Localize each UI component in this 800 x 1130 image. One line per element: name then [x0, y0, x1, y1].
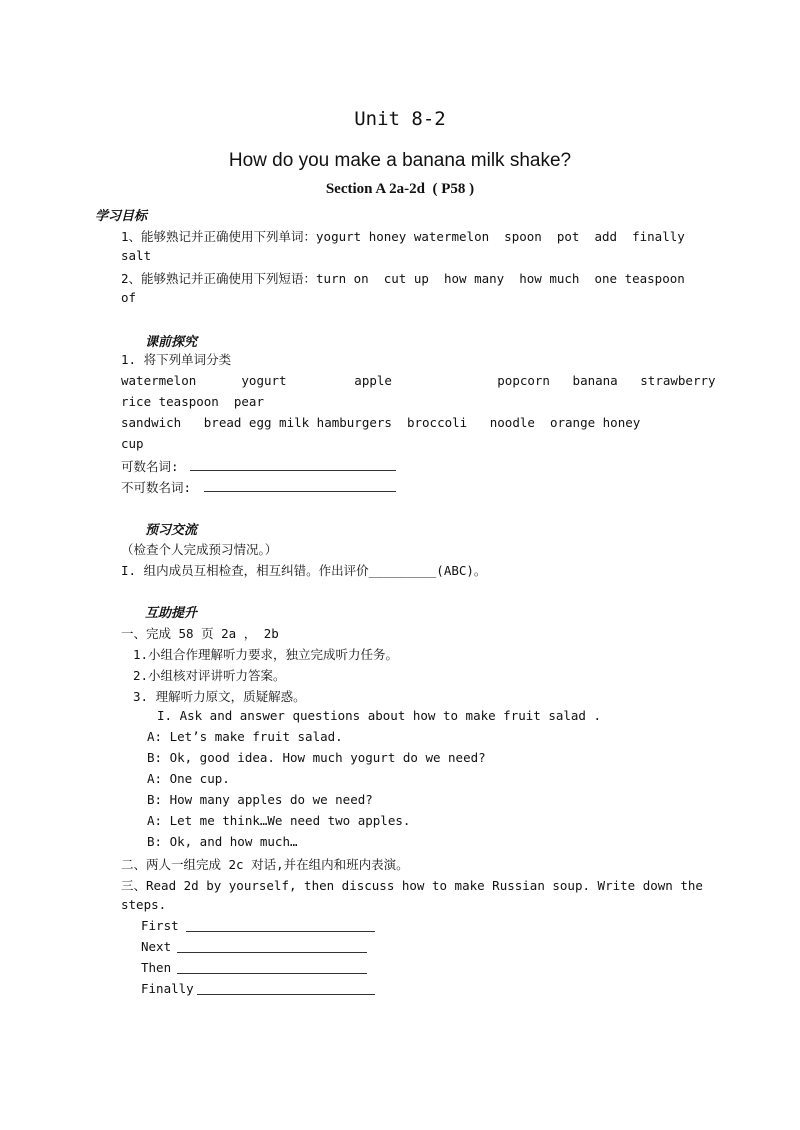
step-then-line[interactable] [177, 973, 367, 974]
preclass-heading: 课前探究 [145, 335, 198, 350]
preview-heading: 预习交流 [145, 523, 198, 538]
listening-heading: I. Ask and answer questions about how to make fruit salad . [157, 708, 602, 723]
dialogue-line: A: Let’s make fruit salad. [147, 729, 343, 744]
objective-2: 2、能够熟记并正确使用下列短语：turn on cut up how many how much one teaspoon [121, 271, 685, 286]
section-label: Section A 2a-2d ( P58 ) [325, 181, 475, 197]
dialogue-line: B: Ok, good idea. How much yogurt do we need? [147, 750, 486, 765]
page-title: Unit 8-2 [354, 108, 446, 130]
part-3-cont: steps. [121, 897, 167, 912]
uncountable-answer-line[interactable] [204, 491, 396, 492]
step-finally-line[interactable] [197, 994, 375, 995]
preclass-task: 1. 将下列单词分类 [121, 352, 232, 367]
dialogue-line: B: How many apples do we need? [147, 792, 373, 807]
objective-2-cont: of [121, 290, 137, 305]
objective-1: 1、能够熟记并正确使用下列单词：yogurt honey watermelon spoon pot add finally [121, 229, 685, 244]
step-finally-label: Finally [141, 981, 194, 996]
objectives-heading: 学习目标 [95, 209, 148, 224]
word-list-line-1: watermelon yogurt apple popcorn banana strawberry [121, 373, 716, 388]
step-first-label: First [141, 918, 179, 933]
word-list-line-2: rice teaspoon pear [121, 394, 264, 409]
uncountable-label: 不可数名词: [121, 480, 192, 495]
step-2: 2.小组核对评讲听力答案。 [133, 668, 286, 683]
word-list-line-4: cup [121, 436, 144, 451]
mutual-heading: 互助提升 [145, 606, 198, 621]
preview-item: I. 组内成员互相检查，相互纠错。作出评价_________(ABC)。 [121, 563, 487, 578]
part-3: 三、Read 2d by yourself, then discuss how to make Russian soup. Write down the [121, 878, 703, 893]
countable-label: 可数名词: [121, 459, 179, 474]
step-1: 1.小组合作理解听力要求，独立完成听力任务。 [133, 647, 399, 662]
dialogue-line: A: One cup. [147, 771, 230, 786]
step-next-label: Next [141, 939, 172, 954]
dialogue-line: A: Let me think…We need two apples. [147, 813, 411, 828]
part-1: 一、完成 58 页 2a ， 2b [121, 626, 279, 641]
dialogue-line: B: Ok, and how much… [147, 834, 298, 849]
page-subtitle: How do you make a banana milk shake? [228, 150, 572, 171]
step-3: 3. 理解听力原文，质疑解惑。 [133, 689, 306, 704]
step-then-label: Then [141, 960, 172, 975]
preview-note: （检查个人完成预习情况。） [121, 542, 278, 557]
step-next-line[interactable] [177, 952, 367, 953]
step-first-line[interactable] [186, 931, 375, 932]
objective-1-cont: salt [121, 248, 152, 263]
part-2: 二、两人一组完成 2c 对话,并在组内和班内表演。 [121, 857, 409, 872]
word-list-line-3: sandwich bread egg milk hamburgers broccoli noodle orange honey [121, 415, 641, 430]
countable-answer-line[interactable] [190, 470, 396, 471]
